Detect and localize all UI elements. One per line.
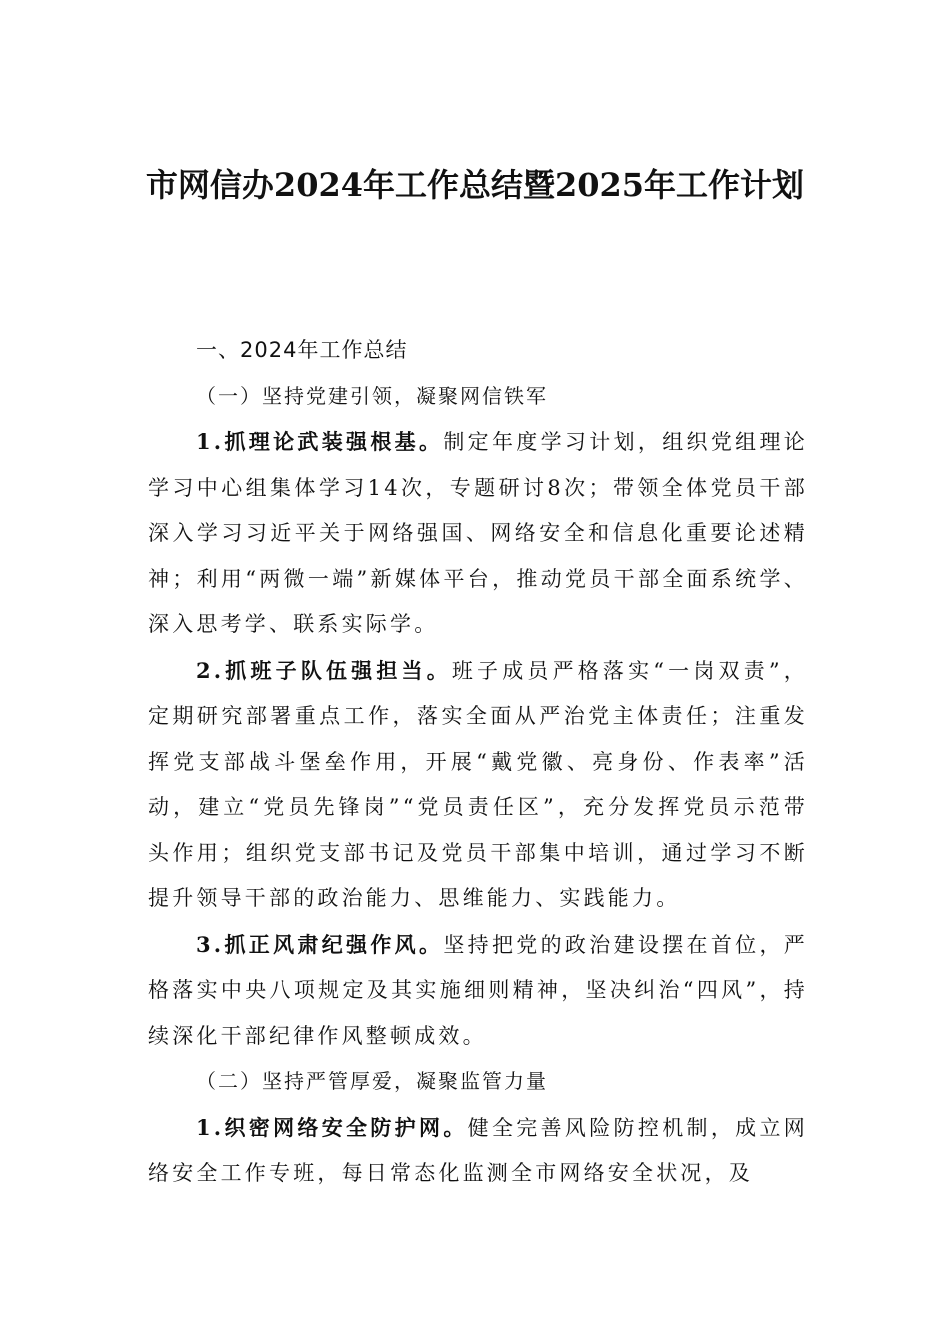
paragraph <box>148 648 808 922</box>
paragraph-body: 健全完善风险防控机制，成立网络安全工作专班，每日常态化监测全市网络安全状况，及 <box>148 1115 808 1185</box>
section-heading: 一、2024年工作总结 <box>196 338 408 362</box>
paragraph-body: 班子成员严格落实“一岗双责”，定期研究部署重点工作，落实全面从严治党主体责任；注重发挥党支部战斗堡垒作用，开展“戴党徽、亮身份、作表率”活动，建立“党员先锋岗”“党员责任区”，充分发挥党员示范带头作用；组织党支部书记及党员干部集中培训，通过学习不断提升领导干部的政治能力、思维能力、实践能力。 <box>148 658 808 910</box>
paragraph-body: 制定年度学习计划，组织党组理论学习中心组集体学习14次，专题研讨8次；带领全体党员干部深入学习习近平关于网络强国、网络安全和信息化重要论述精神；利用“两微一端”新媒体平台，推动党员干部全面系统学、深入思考学、联系实际学。 <box>148 430 809 636</box>
paragraph-lead: 1.抓理论武装强根基。 <box>196 429 444 454</box>
subsection-heading: （一）坚持党建引领，凝聚网信铁军 <box>196 383 548 408</box>
paragraph <box>148 1105 808 1197</box>
paragraph-lead: 1.织密网络安全防护网。 <box>196 1114 468 1140</box>
paragraph <box>148 419 808 648</box>
document-title: 市网信办2024年工作总结暨2025年工作计划 <box>145 166 805 204</box>
paragraph-lead: 2.抓班子队伍强担当。 <box>196 657 452 683</box>
paragraph-body: 坚持把党的政治建设摆在首位，严格落实中央八项规定及其实施细则精神，坚决纠治“四风”，持续深化干部纪律作风整顿成效。 <box>148 932 809 1048</box>
paragraph <box>148 922 808 1060</box>
paragraph-lead: 3.抓正风肃纪强作风。 <box>196 931 444 957</box>
document-body <box>148 328 808 1197</box>
subsection-heading: （二）坚持严管厚爱，凝聚监管力量 <box>196 1069 548 1093</box>
